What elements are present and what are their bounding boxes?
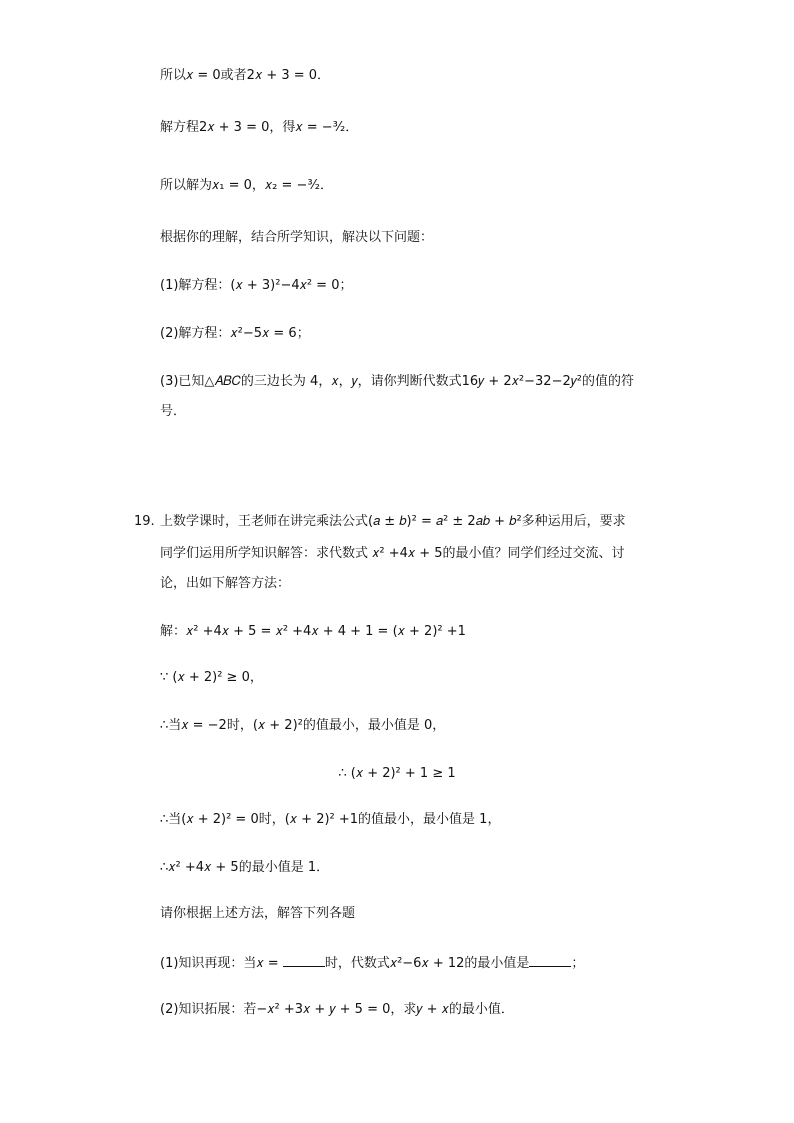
question-19-p3: 论，出如下解答方法： xyxy=(160,576,291,591)
subquestion-2: (2)知识拓展：若−𝑥² +3𝑥 + 𝑦 + 5 = 0，求𝑦 + 𝑥的最小值． xyxy=(160,1002,514,1017)
line-part2: (2)解方程：𝑥²−5𝑥 = 6； xyxy=(160,326,310,341)
line-part3: (3)已知△𝐴𝐵𝐶的三边长为 4，𝑥，𝑦，请你判断代数式16𝑦 + 2𝑥²−32−2𝑦²的值的符 xyxy=(160,374,635,389)
question-number: 19. xyxy=(134,514,155,529)
solution-step-6: ∴𝑥² +4𝑥 + 5的最小值是 1． xyxy=(160,860,330,875)
solution-step-5: ∴当(𝑥 + 2)² = 0时，(𝑥 + 2)² +1的值最小，最小值是 1， xyxy=(160,812,501,827)
subquestion-1-part-c: ； xyxy=(571,956,585,971)
line-solutions: 所以解为𝑥₁ = 0，𝑥₂ = −³⁄₂． xyxy=(160,178,333,193)
line-solve-equation: 解方程2𝑥 + 3 = 0，得𝑥 = −³⁄₂． xyxy=(160,120,359,135)
solution-step-2: ∵ (𝑥 + 2)² ≥ 0， xyxy=(160,670,263,685)
answer-blank-2[interactable] xyxy=(529,952,571,967)
question-19-p1: 上数学课时，王老师在讲完乘法公式(𝑎 ± 𝑏)² = 𝑎² ± 2𝑎𝑏 + 𝑏²多种运用后，要求 xyxy=(160,514,626,529)
question-19-p2: 同学们运用所学知识解答：求代数式 𝑥² +4𝑥 + 5的最小值？同学们经过交流、讨 xyxy=(160,546,625,561)
solution-step-4: ∴ (𝑥 + 2)² + 1 ≥ 1 xyxy=(338,766,456,781)
solution-step-1: 解：𝑥² +4𝑥 + 5 = 𝑥² +4𝑥 + 4 + 1 = (𝑥 + 2)² +1 xyxy=(160,624,466,639)
solution-step-3: ∴当𝑥 = −2时，(𝑥 + 2)²的值最小，最小值是 0， xyxy=(160,718,446,733)
line-instruction: 根据你的理解，结合所学知识，解决以下问题： xyxy=(160,230,434,245)
answer-blank-1[interactable] xyxy=(283,952,325,967)
line-solution-conclusion: 所以𝑥 = 0或者2𝑥 + 3 = 0． xyxy=(160,68,331,83)
line-part3-cont: 号． xyxy=(160,404,187,419)
line-part1: (1)解方程：(𝑥 + 3)²−4𝑥² = 0； xyxy=(160,278,353,293)
instruction-line: 请你根据上述方法，解答下列各题 xyxy=(160,906,356,921)
subquestion-1-part-b: 时，代数式𝑥²−6𝑥 + 12的最小值是 xyxy=(324,956,530,971)
subquestion-1-part-a: (1)知识再现：当𝑥 = xyxy=(160,956,283,971)
subquestion-1 xyxy=(160,952,584,974)
